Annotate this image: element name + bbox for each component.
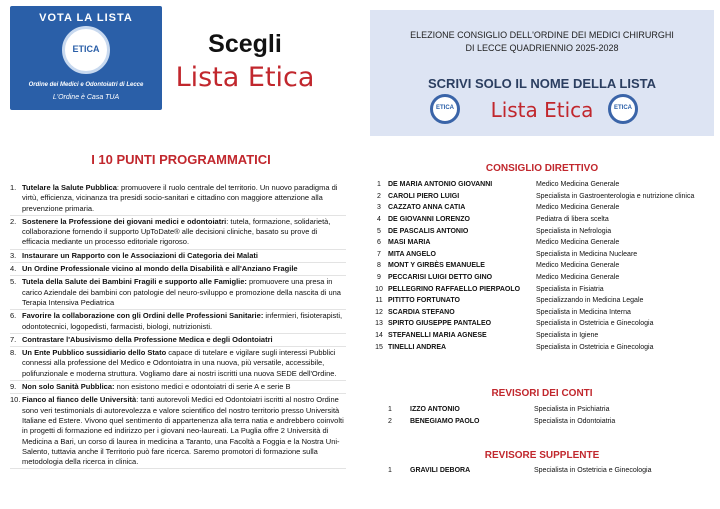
roster-name: SCARDIA STEFANO [388,308,455,316]
roster-role: Specialista in Ostetricia e Ginecologia [536,343,654,351]
program-point-heading: Un Ordine Professionale vicino al mondo della Disabilità e all'Anziano Fragile [22,264,298,274]
roster-name: BENEGIAMO PAOLO [410,417,480,425]
consiglio-title: CONSIGLIO DIRETTIVO [485,163,599,174]
program-point-heading: Favorire la collaborazione con gli Ordini delle Professioni Sanitarie: [22,311,264,321]
program-point-number: 6. [10,311,17,321]
roster-row [370,249,710,261]
program-point [10,250,346,263]
roster-num: 13 [375,320,383,328]
roster-role: Medico Medicina Generale [536,239,620,247]
mini-logo-right-word: ETICA [614,105,632,111]
program-point [10,381,346,394]
program-point-heading: Tutelare la Salute Pubblica [22,183,117,192]
ballot-list-name: Lista Etica [490,98,594,122]
roster-role: Specialista in Ostetricia e Ginecologia [534,467,652,475]
program-point [10,334,346,347]
roster-name: CAROLI PIERO LUIGI [388,192,460,200]
etica-circle-icon [62,26,110,74]
program-point-heading: Un Ente Pubblico sussidiario dello Stato [22,348,167,358]
roster-row [370,179,710,191]
roster-num: 2 [388,417,392,425]
program-point-heading: Sostenere la Professione dei giovani medici e odontoiatri [22,216,227,226]
logo-top-text: VOTA LA LISTA [39,12,133,24]
roster-num: 10 [375,285,383,293]
program-point-text: infermieri, fisioterapisti, odontotecnici, logopedisti, farmacisti, biologi, nutrizionisti. [22,311,343,331]
roster-row [370,318,710,330]
roster-name: GRAVILI DEBORA [410,467,471,475]
vota-la-lista-logo [10,6,162,110]
ballot-panel [370,10,714,136]
roster-num: 1 [377,181,381,189]
program-point [10,276,346,310]
roster-role: Specialista in Medicina Nucleare [536,250,638,258]
roster-num: 1 [388,467,392,475]
roster-num: 5 [377,227,381,235]
program-point-heading: Fianco al fianco delle Università [22,395,137,405]
consiglio-table [370,179,710,353]
roster-role: Specialista in Nefrologia [536,227,612,235]
roster-name: STEFANELLI MARIA AGNESE [388,332,487,340]
etica-mini-logo-right-icon [608,94,638,124]
program-point [10,347,346,381]
roster-row [370,341,710,353]
roster-role: Specialista in Ostetricia e Ginecologia [536,320,654,328]
roster-row [370,225,710,237]
roster-name: MASI MARIA [388,239,431,247]
roster-name: TINELLI ANDREA [388,343,447,351]
roster-name: PITITTO FORTUNATO [388,297,460,305]
roster-name: DE PASCALIS ANTONIO [388,227,469,235]
program-point [10,394,346,469]
roster-num: 6 [377,239,381,247]
supplente-title: REVISORE SUPPLENTE [484,450,600,461]
roster-role: Medico Medicina Generale [536,204,620,212]
roster-name: PECCARISI LUIGI DETTO GINO [388,274,493,282]
logo-subtitle: Ordine dei Medici e Odontoiatri di Lecce [28,82,144,88]
roster-row [370,191,710,203]
program-point-number: 3. [10,250,17,260]
program-point-number: 10. [10,395,21,405]
roster-role: Medico Medicina Generale [536,181,620,189]
mini-logo-left-word: ETICA [436,105,454,111]
program-point-text: : tanti autorevoli Medici ed Odontoiatri iscritti al nostro Ordine sono veri testimonials di autorevolezza e valore scientifico del nostro territorio presso Università Italiane ed Estere. Vivono quel sentimento di appartenenza alla terra natia e andrebbero coinvolti in progetti di formazione ed indirizzo per i giovani neo-laureati. La Puglia offre 2 Università di Medicina a Bari, un corso di laurea in medicina a Taranto, una Facoltà a Foggia e la Nostra Uni-Salento, tuttavia anche il Territorio può fare ricerca. Saremo promotori di formazione sulla metodologia della ricerca in clinica. [22,395,344,467]
headline-scegli: Scegli [208,30,282,58]
program-point [10,310,346,334]
roster-num: 9 [377,274,381,282]
revisori-title: REVISORI DEI CONTI [491,388,593,399]
program-point-number: 9. [10,382,17,392]
roster-role: Specialista in Medicina Interna [536,308,631,316]
roster-role: Specialista in Igiene [536,332,599,340]
program-point-number: 7. [10,334,17,344]
program-point-number: 2. [10,216,17,226]
roster-num: 2 [377,192,381,200]
roster-row [370,404,710,416]
program-point-text: promuovere una presa in carico Aziendale dei bambini con patologie del neuro-sviluppo e promozione della nascita di una Terapia Intensiva Pediatrica [22,277,341,307]
roster-name: MITA ANGELO [388,250,436,258]
revisori-table [370,404,710,427]
roster-num: 4 [377,216,381,224]
roster-num: 8 [377,262,381,270]
roster-num: 12 [375,308,383,316]
roster-role: Specialista in Odontoiatria [534,417,616,425]
roster-num: 3 [377,204,381,212]
roster-name: MONT Y GIRBÈS EMANUELE [388,262,485,270]
roster-num: 15 [375,343,383,351]
logo-circle-word: ETICA [72,44,100,54]
ballot-instruction: SCRIVI SOLO IL NOME DELLA LISTA [428,76,656,91]
roster-row [370,465,710,477]
headline-lista-etica: Lista Etica [175,62,315,93]
program-point-number: 5. [10,277,17,287]
roster-role: Medico Medicina Generale [536,262,620,270]
roster-num: 1 [388,406,392,414]
program-point-text: capace di tutelare e vigilare sugli interessi Pubblici connessi alla professione del Medico e Odontoiatra in una nuova, più versatile, accessibile, polifunzionale e moderna struttura. Vogliamo dare ai nostri iscritti una nuova SEDE dell'Ordine. [22,348,337,378]
roster-name: SPIRTO GIUSEPPE PANTALEO [388,320,492,328]
roster-row [370,202,710,214]
roster-num: 11 [375,297,383,305]
program-point-number: 4. [10,264,17,274]
ballot-election-period: DI LECCE QUADRIENNIO 2025-2028 [465,43,619,53]
roster-role: Specialista in Psichiatria [534,406,610,414]
roster-row [370,214,710,226]
ballot-election-title: ELEZIONE CONSIGLIO DELL'ORDINE DEI MEDICI CHIRURGHI [410,30,674,40]
program-point-number: 1. [10,183,17,192]
roster-num: 7 [377,250,381,258]
roster-role: Pediatra di libera scelta [536,216,609,224]
roster-row [370,416,710,428]
roster-role: Specializzando in Medicina Legale [536,297,644,305]
roster-name: IZZO ANTONIO [410,406,460,414]
roster-row [370,330,710,342]
program-title: I 10 PUNTI PROGRAMMATICI [91,152,271,167]
program-point-heading: Tutela della Salute dei Bambini Fragili e supporto alle Famiglie: [22,277,247,287]
program-point [10,263,346,276]
program-point-text: : tutela, formazione, solidarietà, collaborazione fornendo il supporto UpToDate® alle decisioni cliniche, basato su prove di efficacia mediante un processo editoriale rigoroso. [22,216,331,247]
roster-role: Specialista in Gastroenterologia e nutrizione clinica [536,192,695,200]
roster-row [370,307,710,319]
program-point-text: non esistono medici e odontoiatri di serie A e serie B [114,382,291,392]
roster-row [370,260,710,272]
logo-tagline: L'Ordine è Casa TUA [52,94,120,101]
program-point [10,216,346,250]
program-points-list [10,182,346,469]
program-point [10,182,346,216]
program-point-heading: Instaurare un Rapporto con le Associazioni di Categoria dei Malati [22,250,259,260]
roster-name: CAZZATO ANNA CATIA [388,204,466,212]
roster-row [370,272,710,284]
supplente-table [370,465,710,477]
program-point-text: : promuovere il ruolo centrale del territorio. Un nuovo paradigma di virtù, efficienza, vicinanza tra presidi socio-sanitari e cittadino con maggiore attenzione alla prevenzione primaria. [22,183,338,213]
program-point-number: 8. [10,348,17,358]
program-point-heading: Contrastare l'Abusivismo della Professione Medica e degli Odontoiatri [22,334,273,344]
roster-row [370,237,710,249]
program-point-heading: Non solo Sanità Pubblica: [22,382,115,392]
roster-name: DE MARIA ANTONIO GIOVANNI [388,181,493,189]
roster-name: PELLEGRINO RAFFAELLO PIERPAOLO [388,285,521,293]
roster-role: Medico Medicina Generale [536,274,620,282]
roster-num: 14 [375,332,383,340]
roster-name: DE GIOVANNI LORENZO [388,216,470,224]
roster-row [370,295,710,307]
roster-row [370,283,710,295]
roster-role: Specialista in Fisiatria [536,285,604,293]
